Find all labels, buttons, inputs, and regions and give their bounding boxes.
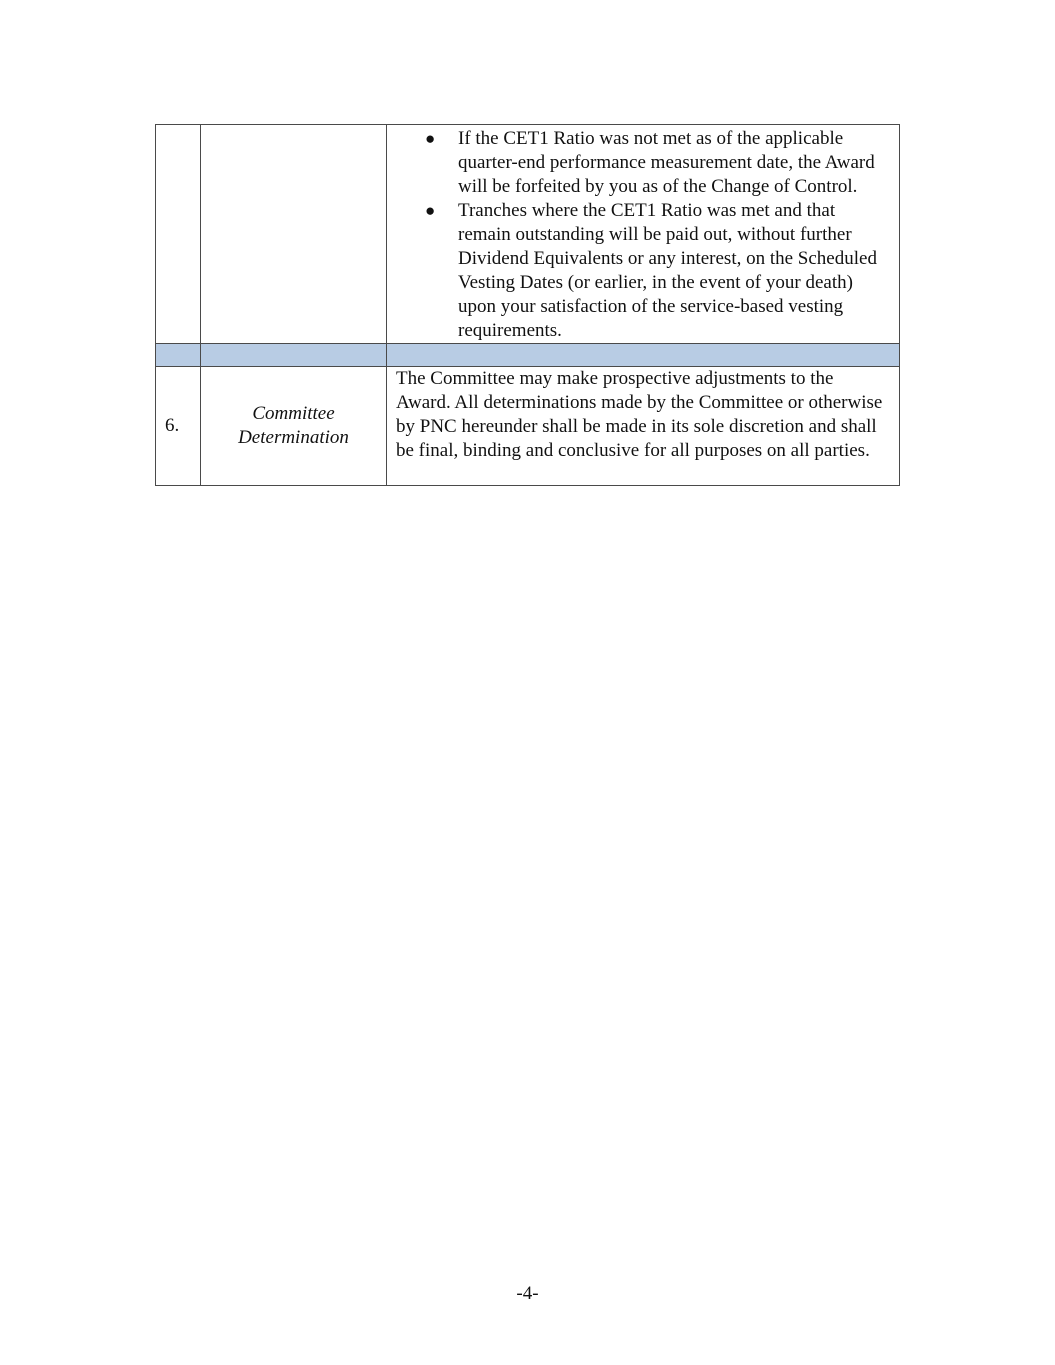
- bullet-icon: ●: [425, 129, 436, 148]
- table-row-continuation: [156, 125, 900, 344]
- bullet-icon: ●: [425, 201, 436, 220]
- section-body: The Committee may make prospective adjustments to the Award. All determinations made by the Committee or otherwise by PNC hereunder shall be made in its sole discretion and shall be final, binding and conclusive for all purposes on all parties.: [387, 367, 900, 486]
- number-cell-empty: [156, 125, 201, 344]
- table-row-section-6: [156, 367, 900, 486]
- bullet-text: Tranches where the CET1 Ratio was met and that remain outstanding will be paid out, without further Dividend Equivalents or any interest, on the Scheduled Vesting Dates (or earlier, in the event of your death) upon your satisfaction of the service-based vesting requirements.: [458, 200, 877, 341]
- section-number: 6.: [156, 367, 201, 486]
- bullet-list: [387, 127, 899, 343]
- bullet-item: [387, 127, 899, 199]
- table-row-shaded-separator: [156, 344, 900, 367]
- label-cell-empty: [201, 125, 387, 344]
- shaded-cell: [387, 344, 900, 367]
- shaded-cell: [156, 344, 201, 367]
- terms-table: [155, 124, 900, 486]
- bullet-text: If the CET1 Ratio was not met as of the applicable quarter-end performance measurement date, the Award will be forfeited by you as of the Change of Control.: [458, 128, 875, 197]
- section-label-line-1: Committee: [252, 403, 335, 424]
- section-label-line-2: Determination: [238, 427, 349, 448]
- bullet-item: [387, 199, 899, 343]
- section-label: [201, 367, 387, 486]
- shaded-cell: [201, 344, 387, 367]
- body-cell-bullets: [387, 125, 900, 344]
- page-number: -4-: [516, 1283, 539, 1304]
